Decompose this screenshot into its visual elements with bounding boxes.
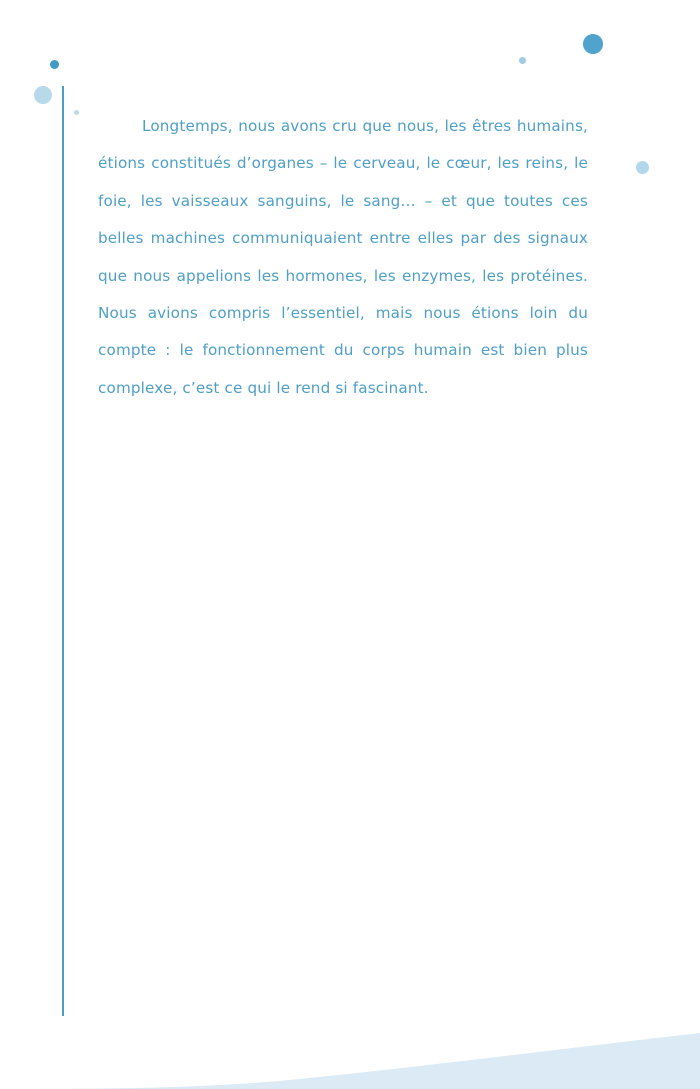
dot-tiny-top-center <box>519 57 526 64</box>
left-vertical-rule <box>62 86 64 1016</box>
body-text-block <box>98 108 588 407</box>
dot-small-left-upper <box>50 60 59 69</box>
dot-medium-left <box>34 86 52 104</box>
dot-large-top-right <box>583 34 603 54</box>
bottom-wave-decoration <box>0 1019 700 1089</box>
dot-tiny-left <box>74 110 79 115</box>
epigraph-paragraph: Longtemps, nous avons cru que nous, les êtres humains, étions constitués d’organes – le cerveau, le cœur, les reins, le foie, les vaisseaux sanguins, le sang… – et que toutes ces belles machines communiquaient entre elles par des signaux que nous appelions les hormones, les enzymes, les protéines. Nous avions compris l’essentiel, mais nous étions loin du compte : le fonctionnement du corps humain est bien plus complexe, c’est ce qui le rend si fascinant. <box>98 117 588 397</box>
dot-medium-right <box>636 161 649 174</box>
